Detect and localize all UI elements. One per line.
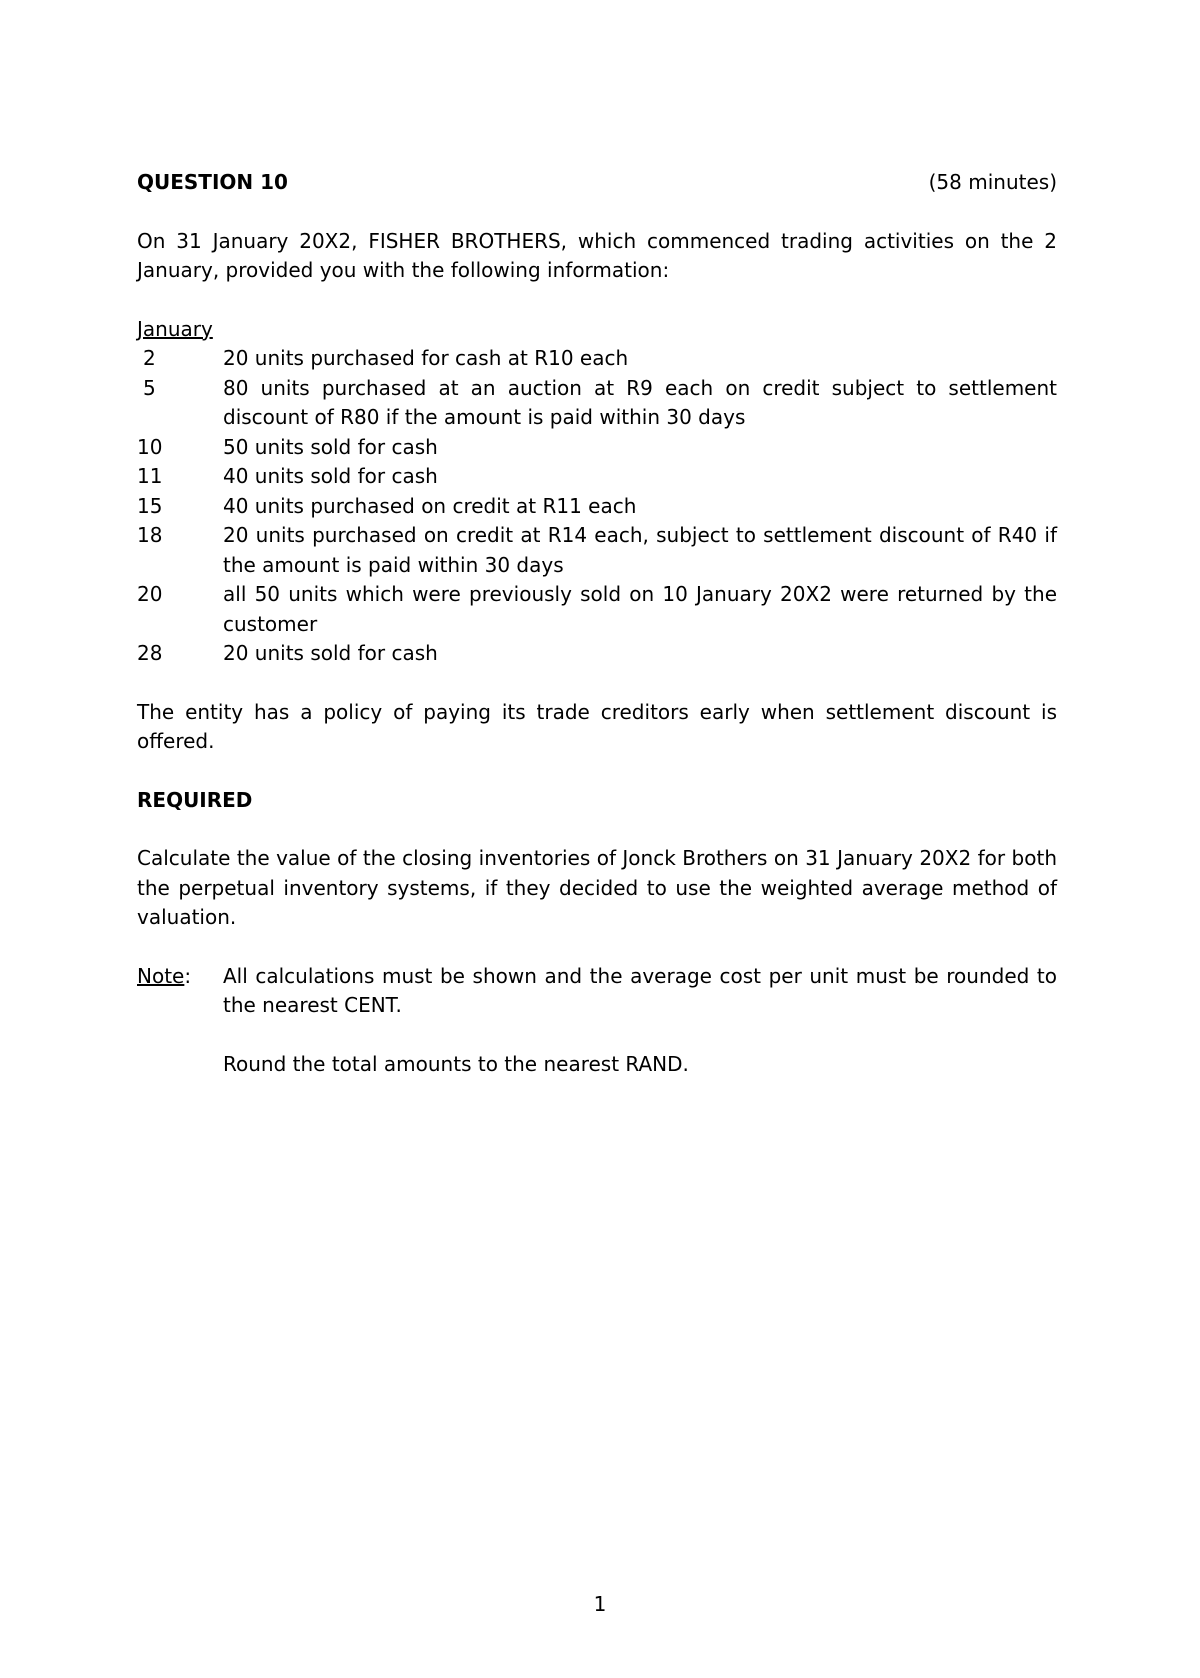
transaction-day: 28 (137, 641, 163, 665)
transaction-description: 80 units purchased at an auction at R9 each on credit subject to settlement discount of R80 if the amount is paid within 30 days (223, 375, 1057, 429)
transaction-description: 20 units sold for cash (223, 641, 438, 665)
required-paragraph: Calculate the value of the closing inventories of Jonck Brothers on 31 January 20X2 for both the perpetual inventory systems, if they decided to use the weighted average method of valuation. (137, 846, 1057, 929)
note-line-calculations: All calculations must be shown and the average cost per unit must be rounded to the nearest CENT. (223, 963, 1057, 1017)
note-label: Note (137, 963, 185, 988)
note-label-group (137, 962, 223, 992)
transaction-row (137, 374, 1057, 433)
required-heading: REQUIRED (137, 787, 253, 812)
transaction-description: 50 units sold for cash (223, 434, 438, 459)
transaction-row (137, 492, 1057, 522)
transaction-description: 40 units sold for cash (223, 464, 438, 488)
transaction-day: 18 (137, 523, 163, 547)
question-duration: (58 minutes) (928, 170, 1057, 194)
transaction-row (137, 433, 1057, 463)
note-line-rounding: Round the total amounts to the nearest RAND. (223, 1051, 689, 1076)
transaction-description: 40 units purchased on credit at R11 each (223, 493, 637, 518)
transaction-description: 20 units purchased for cash at R10 each (223, 346, 629, 370)
transaction-day: 5 (143, 375, 156, 400)
transaction-row (137, 580, 1057, 639)
month-heading: January (137, 316, 213, 341)
transaction-day: 11 (137, 464, 163, 488)
transaction-list (137, 344, 1057, 669)
transaction-row (137, 639, 1057, 669)
transaction-day: 20 (137, 582, 163, 606)
question-title: QUESTION 10 (137, 170, 288, 194)
transaction-day: 2 (143, 346, 156, 370)
transaction-description: 20 units purchased on credit at R14 each, subject to settlement discount of R40 if the amount is paid within 30 days (223, 523, 1057, 577)
transaction-day: 15 (137, 493, 163, 518)
transaction-row (137, 344, 1057, 374)
transaction-description: all 50 units which were previously sold on 10 January 20X2 were returned by the customer (223, 582, 1057, 636)
note-body (223, 962, 1057, 1080)
policy-paragraph: The entity has a policy of paying its trade creditors early when settlement discount is offered. (137, 699, 1057, 753)
document-page (137, 168, 1057, 1079)
note-colon: : (184, 963, 192, 988)
transaction-day: 10 (137, 434, 163, 459)
transaction-row (137, 462, 1057, 492)
transaction-row (137, 521, 1057, 580)
question-header (137, 168, 1057, 198)
note-block (137, 962, 1057, 1080)
page-number: 1 (593, 1592, 607, 1616)
intro-paragraph: On 31 January 20X2, FISHER BROTHERS, which commenced trading activities on the 2 January, provided you with the following information: (137, 228, 1057, 282)
